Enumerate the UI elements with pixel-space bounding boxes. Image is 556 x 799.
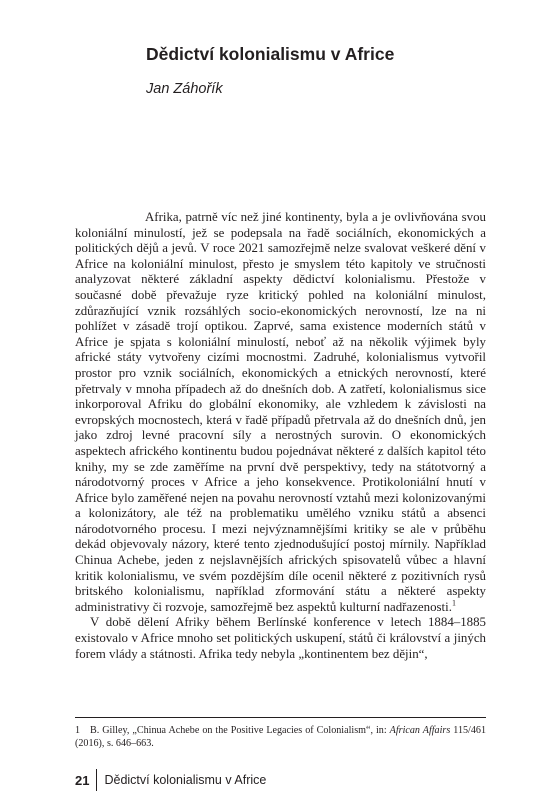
footnote-text: B. Gilley, „Chinua Achebe on the Positive Legacies of Colonialism“, in: — [90, 725, 390, 736]
chapter-title: Dědictví kolonialismu v Africe — [146, 44, 395, 64]
footnote-reference[interactable]: 1 — [451, 598, 456, 608]
footnote-text-end: 115/461 (2016), s. 646–663. — [75, 725, 486, 749]
footnote — [75, 724, 486, 750]
page-number: 21 — [75, 772, 90, 788]
footnote-divider — [75, 717, 486, 718]
footnote-number: 1 — [75, 725, 81, 736]
paragraph — [75, 210, 486, 615]
author-name: Jan Záhořík — [146, 81, 223, 97]
footnote-journal: African Affairs — [389, 725, 451, 736]
footer-divider — [96, 769, 97, 791]
paragraph: V době dělení Afriky během Berlínské konference v letech 1884–1885 existovalo v Africe mnoho set politických uskupení, států či království a jiných forem vlády a státnosti. Afrika tedy nebyla „kontinentem bez dějin“, — [75, 615, 486, 661]
body-text — [75, 210, 486, 662]
page-footer — [75, 769, 266, 791]
running-title: Dědictví kolonialismu v Africe — [104, 773, 267, 787]
paragraph-text: Afrika, patrně víc než jiné kontinenty, byla a je ovlivňována svou koloniální minulostí, jež se podepsala na řadě sociálních, ekonomických a politických dějů a jevů. V roce 2021 samozřejmě nelze svalovat veškeré dění v Africe na koloniální minulost, přesto je smyslem této kapitoly ve stručnosti analyzovat některé základní aspekty dědictví kolonialismu. Přestože v současné době převažuje ryze kritický pohled na koloniální minulost, zdůrazňující vznik rozsáhlých socio-ekonomických nerovností, lze na ni pohlížet v zásadě trojí optikou. Zaprvé, sama existence moderních států v Africe je spjata s koloniální minulostí, neboť až na několik výjimek byly africké státy vytvořeny cizími mocnostmi. Zadruhé, kolonialismus vytvořil prostor pro vznik sociálních, ekonomických a etnických nerovností, které přetrvaly v mnoha případech až do dnešních dob. A zatřetí, kolonialismus sice inkorporoval Afriku do globální ekonomiky, ale vzhledem k závislosti na evropských mocnostech, která v řadě případů přetrvala až do dnešních dnů, jen jako zdroj levné pracovní síly a nerostných surovin. O ekonomických aspektech afrického kontinentu budou pojednávat některé z dalších kapitol této knihy, my se zde zaměříme na první dvě perspektivy, tedy na státotvorný a národotvorný proces v Africe a jeho konsekvence. Protikoloniální hnutí v Africe bylo zaměřené nejen na povahu nerovností vztahů mezi kolonizovanými a kolonizátory, ale též na problematiku umělého vzniku států a absenci národotvorného procesu. I mezi nejvýznamnějšími kritiky se ale v průběhu dekád objevovaly názory, které tento zjednodušující postoj mírnily. Například Chinua Achebe, jeden z nejslavnějších afrických spisovatelů vůbec a hlavní kritik kolonialismu, ve svém pozdějším díle ocenil některé z pozitivních rysů britského kolonialismu, například zformování státu a některé aspekty administrativy či rozvoje, samozřejmě bez aspektů kulturní nadřazenosti. — [75, 210, 486, 614]
